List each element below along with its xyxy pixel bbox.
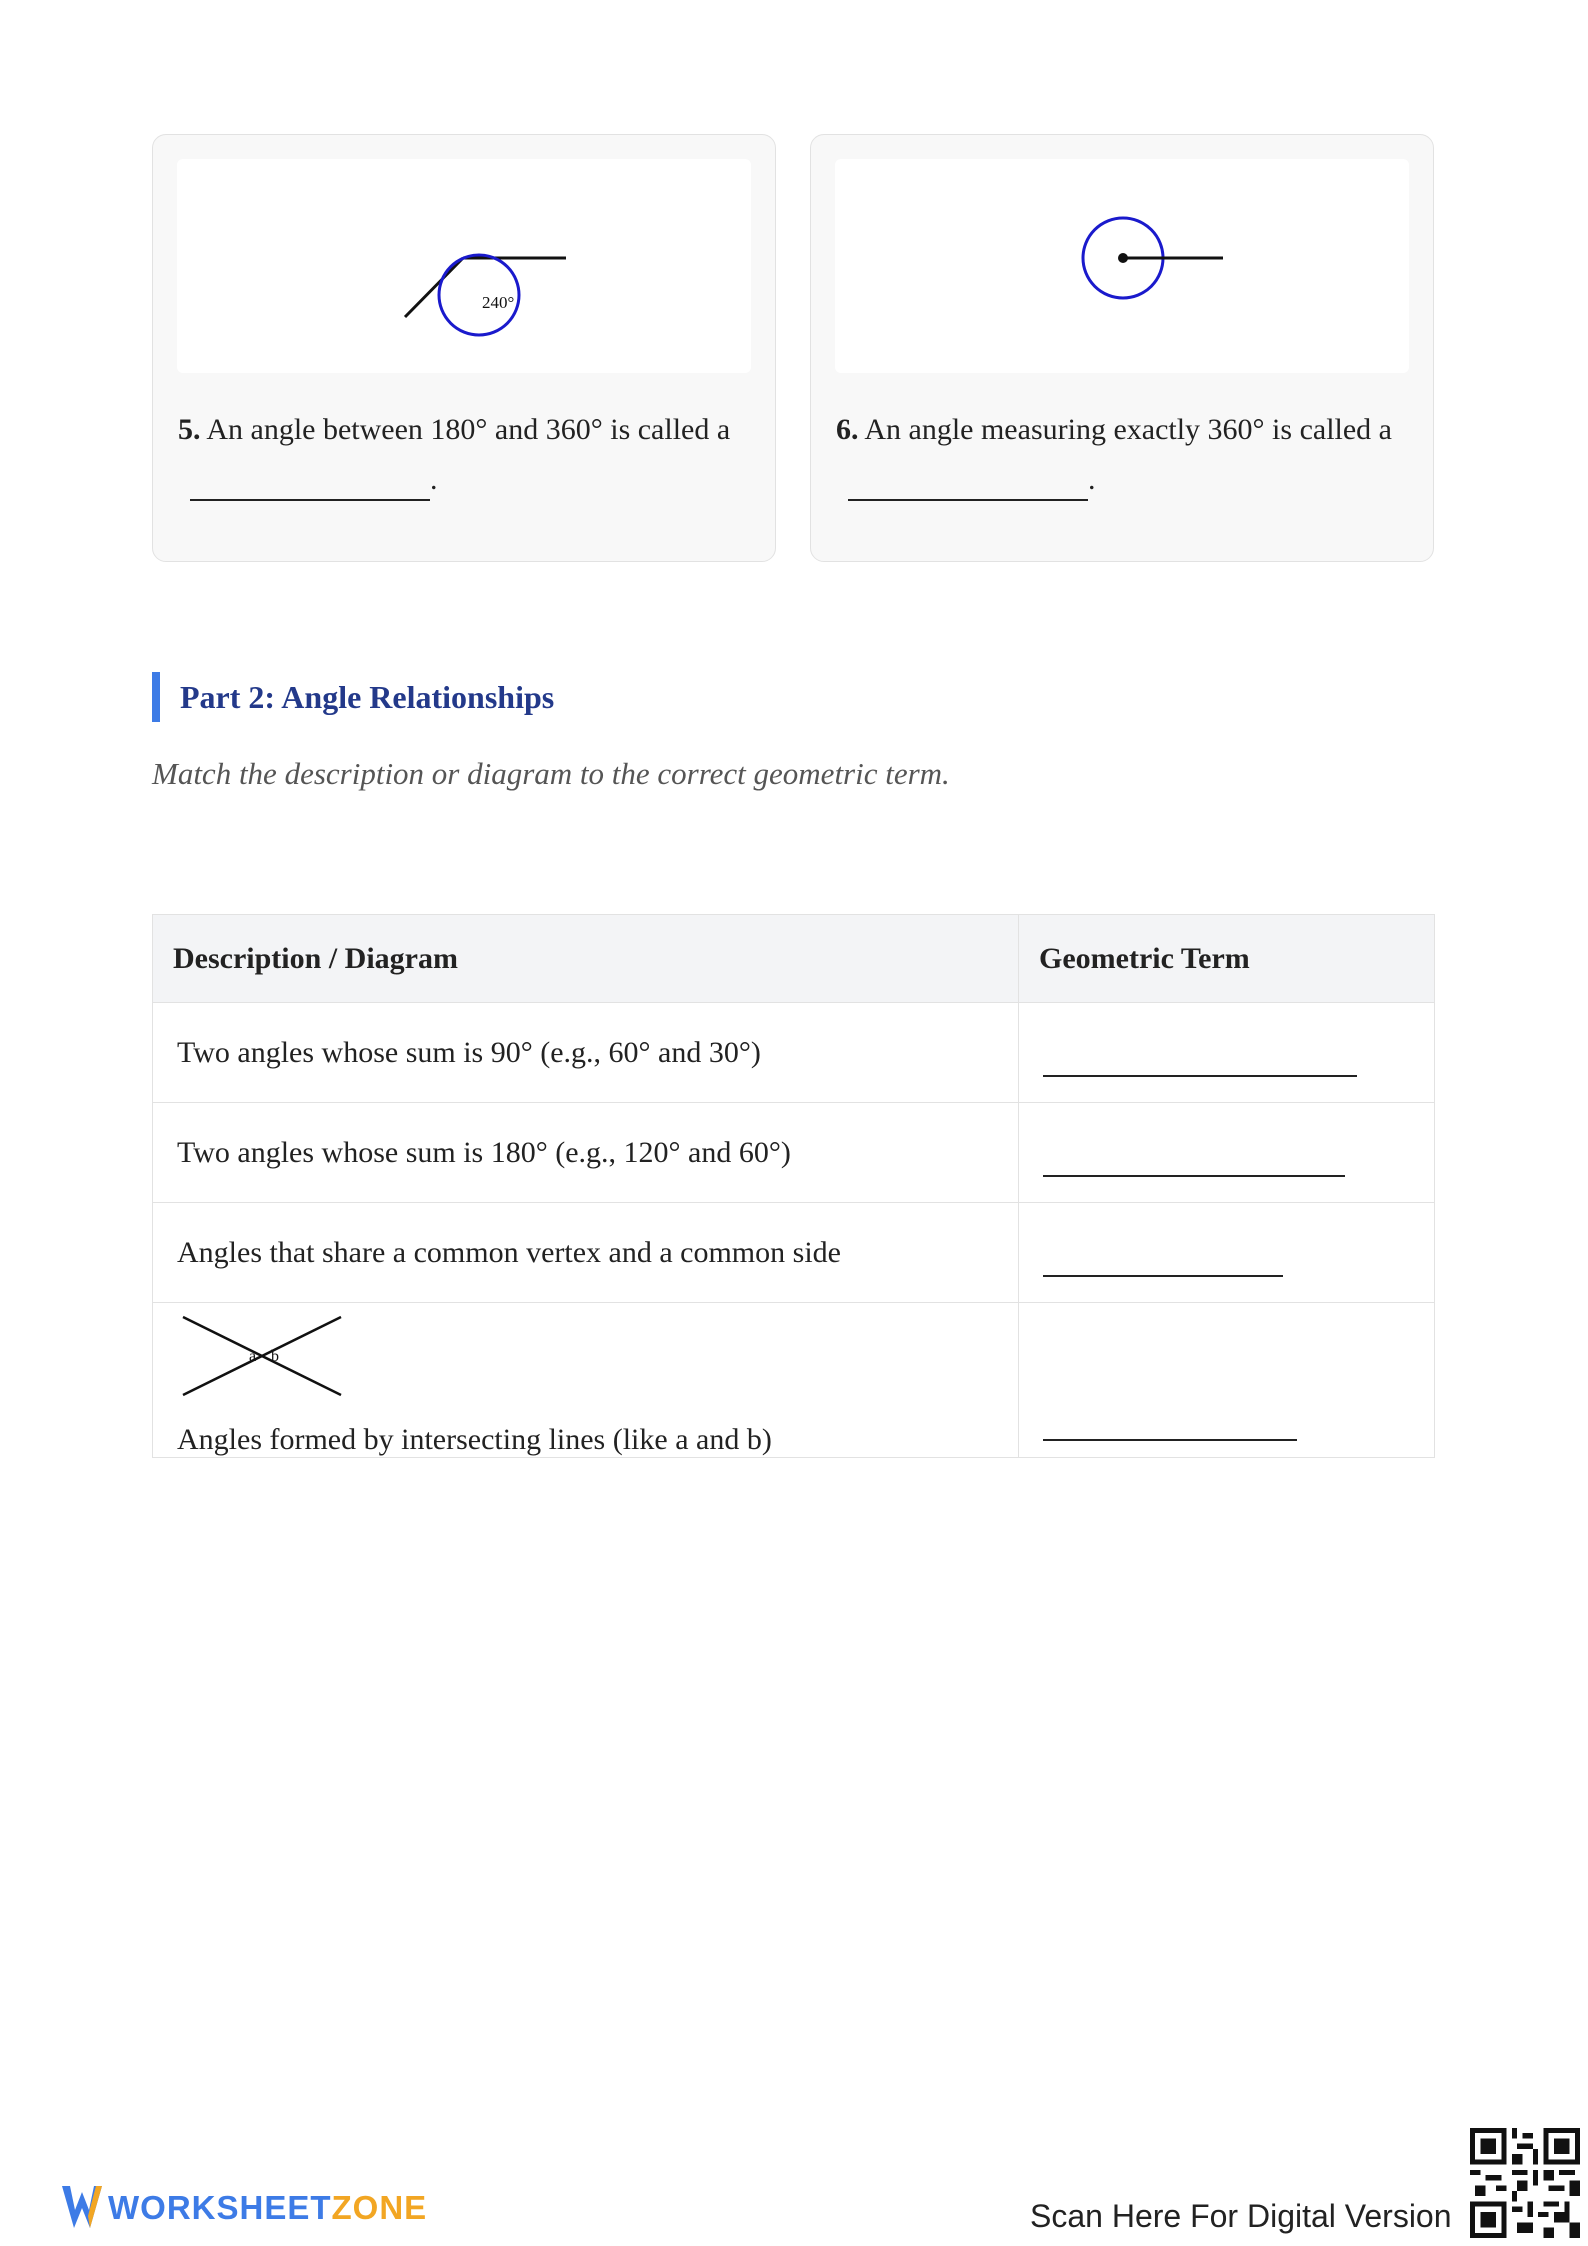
row-description-diagram <box>153 1303 1019 1458</box>
question-number: 5. <box>178 413 201 446</box>
row-description: Two angles whose sum is 180° (e.g., 120° and 60°) <box>153 1103 1019 1203</box>
question-text: An angle measuring exactly 360° is called a <box>858 413 1392 446</box>
intersecting-lines-diagram <box>177 1311 347 1401</box>
row-description: Angles that share a common vertex and a common side <box>153 1203 1019 1303</box>
reflex-angle-figure <box>177 159 751 373</box>
answer-blank-6[interactable] <box>848 463 1088 501</box>
brand-name-part2: ZONE <box>331 2189 428 2226</box>
scan-text: Scan Here For Digital Version <box>1030 2198 1452 2234</box>
angle-label: 240° <box>482 293 515 312</box>
question-card-5 <box>152 134 776 562</box>
term-answer-line[interactable] <box>1043 1275 1283 1277</box>
vertex-dot <box>1118 253 1128 263</box>
angle-ray-diagonal <box>405 258 463 317</box>
brand-name <box>108 2188 427 2228</box>
reflex-angle-diagram <box>177 159 751 373</box>
question-6-text <box>836 405 1416 505</box>
full-angle-figure <box>835 159 1409 373</box>
row-description: Angles formed by intersecting lines (like a and b) <box>177 1423 772 1456</box>
row-term-cell <box>1019 1303 1435 1458</box>
table-row <box>153 1003 1435 1103</box>
part2-instruction: Match the description or diagram to the correct geometric term. <box>152 756 950 791</box>
question-number: 6. <box>836 413 859 446</box>
term-answer-line[interactable] <box>1043 1075 1357 1077</box>
row-description: Two angles whose sum is 90° (e.g., 60° and 30°) <box>153 1003 1019 1103</box>
question-card-6 <box>810 134 1434 562</box>
term-answer-line[interactable] <box>1043 1439 1297 1441</box>
brand-name-part1: WORKSHEET <box>108 2189 332 2226</box>
part2-heading: Part 2: Angle Relationships <box>152 672 554 722</box>
answer-blank-5[interactable] <box>190 463 430 501</box>
matching-table <box>152 914 1435 1458</box>
table-row <box>153 1303 1435 1458</box>
angle-label-a: a <box>249 1348 257 1365</box>
question-end: . <box>430 463 438 496</box>
table-header-row <box>153 915 1435 1003</box>
angle-label-b: b <box>271 1348 279 1365</box>
table-row <box>153 1203 1435 1303</box>
term-answer-line[interactable] <box>1043 1175 1345 1177</box>
row-term-cell <box>1019 1003 1435 1103</box>
column-header-term: Geometric Term <box>1019 915 1435 1003</box>
question-end: . <box>1088 463 1096 496</box>
qr-code-icon[interactable] <box>1470 2128 1580 2238</box>
row-term-cell <box>1019 1103 1435 1203</box>
column-header-description: Description / Diagram <box>153 915 1019 1003</box>
row-term-cell <box>1019 1203 1435 1303</box>
worksheetzone-logo-icon <box>60 2180 104 2234</box>
question-5-text <box>178 405 758 505</box>
full-angle-diagram <box>835 159 1409 373</box>
table-row <box>153 1103 1435 1203</box>
question-text: An angle between 180° and 360° is called a <box>200 413 731 446</box>
